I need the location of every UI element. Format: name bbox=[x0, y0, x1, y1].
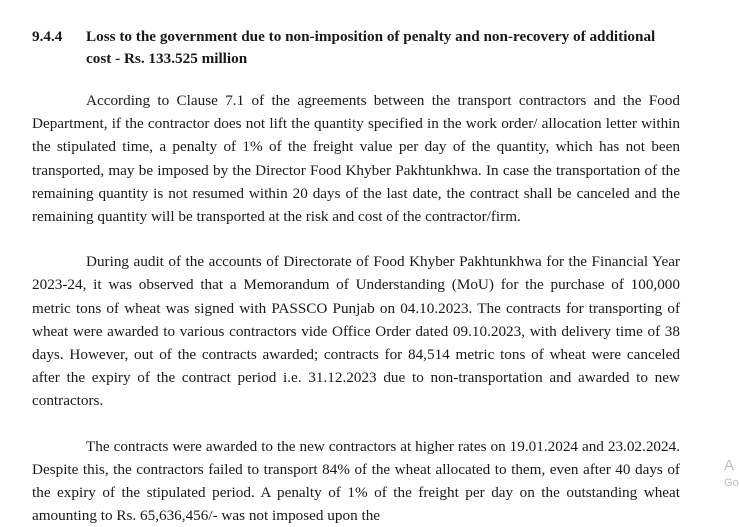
paragraph-audit-observation: During audit of the accounts of Directorate of Food Khyber Pakhtunkhwa for the Financial Year 2023-24, it was observed that a Memorandum of Understanding (MoU) for the purchase of 100,000 metric tons of wheat was signed with PASSCO Punjab on 04.10.2023. The contracts for transporting of wheat were awarded to various contractors vide Office Order dated 09.10.2023, with delivery time of 38 days. However, out of the contracts awarded; contracts for 84,514 metric tons of wheat were canceled after the expiry of the contract period i.e. 31.12.2023 due to non-transportation and awarded to new contractors. bbox=[32, 253, 680, 410]
watermark-line-2: Go bbox=[724, 477, 739, 489]
section-title: Loss to the government due to non-imposition of penalty and non-recovery of additional cost - Rs. 133.525 million bbox=[86, 28, 656, 67]
document-page bbox=[32, 26, 680, 527]
activation-watermark bbox=[724, 456, 739, 490]
watermark-line-1: A bbox=[724, 457, 735, 474]
paragraph-clause-penalty: According to Clause 7.1 of the agreements between the transport contractors and the Food Department, if the contractor does not lift the quantity specified in the work order/ allocation letter within the stipulated time, a penalty of 1% of the freight value per day of the quantity, which has not been transported, may be imposed by the Director Food Khyber Pakhtunkhwa. In case the transportation of the remaining quantity is not resumed within 20 days of the last date, the contract shall be canceled and the remaining quantity will be transported at the risk and cost of the contractor/firm. bbox=[32, 92, 680, 226]
section-heading bbox=[32, 26, 680, 70]
paragraph-new-contracts: The contracts were awarded to the new contractors at higher rates on 19.01.2024 and 23.02.2024. Despite this, the contractors failed to transport 84% of the wheat allocated to them, even after 40 days of the expiry of the stipulated period. A penalty of 1% of the freight per day on the outstanding wheat amounting to Rs. 65,636,456/- was not imposed upon the bbox=[32, 437, 680, 525]
section-number: 9.4.4 bbox=[32, 28, 63, 45]
